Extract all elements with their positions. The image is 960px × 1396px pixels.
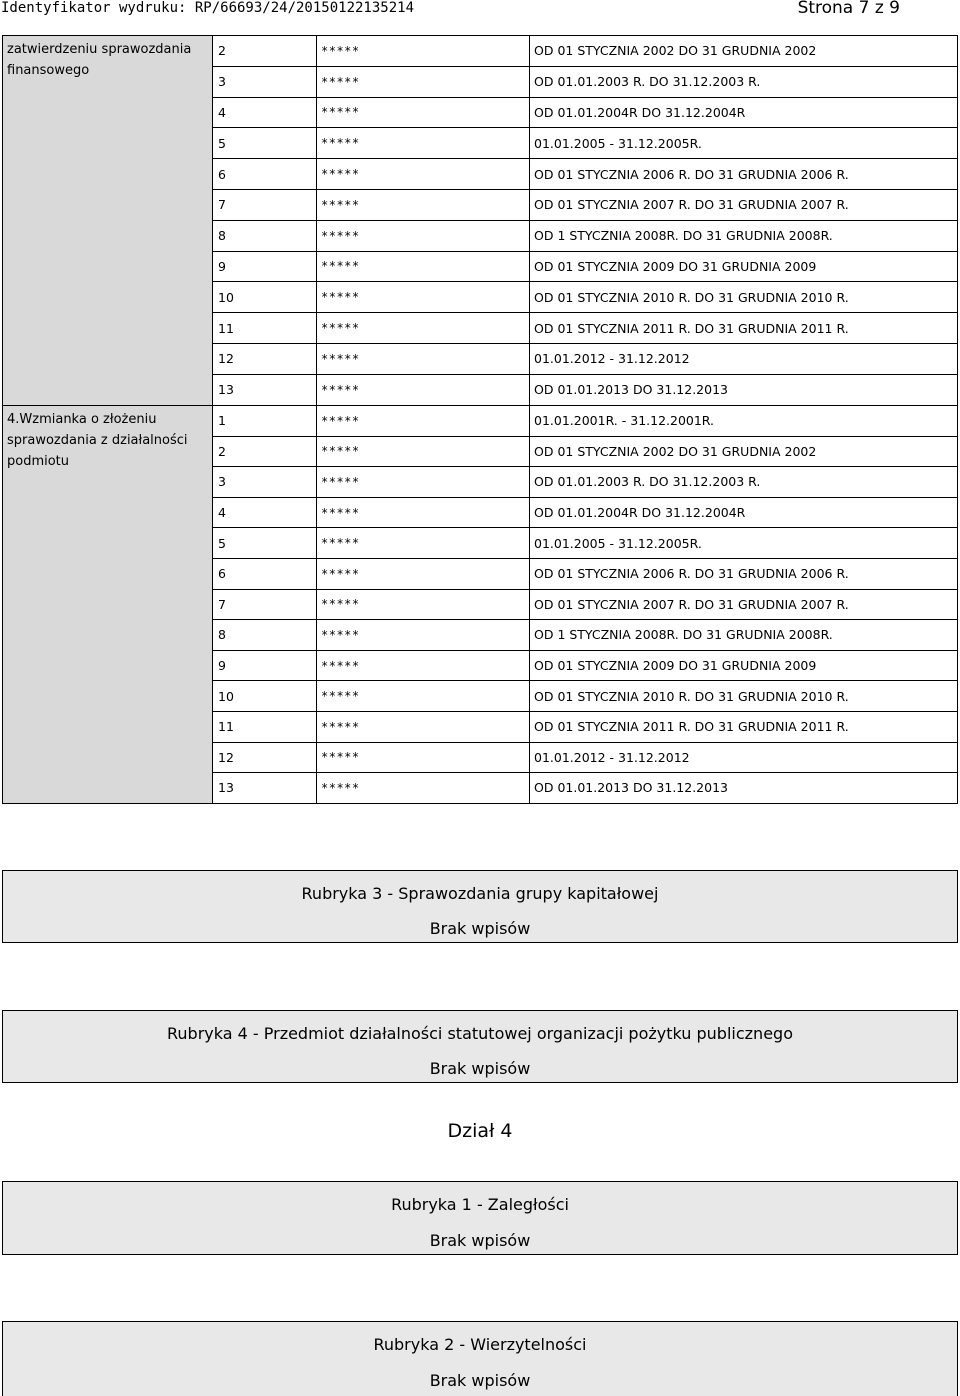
row-period: OD 01 STYCZNIA 2006 R. DO 31 GRUDNIA 2006 R. xyxy=(530,159,958,190)
row-masked-value: ***** xyxy=(317,558,530,589)
row-number: 12 xyxy=(213,742,317,773)
financial-statement-approvals-table xyxy=(2,35,958,406)
row-masked-value: ***** xyxy=(317,343,530,374)
table-row xyxy=(3,406,958,437)
row-number: 13 xyxy=(213,773,317,804)
row-period: 01.01.2001R. - 31.12.2001R. xyxy=(530,406,958,437)
row-period: OD 01.01.2013 DO 31.12.2013 xyxy=(530,374,958,405)
row-masked-value: ***** xyxy=(317,313,530,344)
row-masked-value: ***** xyxy=(317,711,530,742)
row-period: OD 01 STYCZNIA 2009 DO 31 GRUDNIA 2009 xyxy=(530,251,958,282)
row-masked-value: ***** xyxy=(317,620,530,651)
row-period: OD 01.01.2004R DO 31.12.2004R xyxy=(530,497,958,528)
row-masked-value: ***** xyxy=(317,406,530,437)
rubryka-1-title: Rubryka 1 - Zaległości xyxy=(391,1195,569,1214)
row-masked-value: ***** xyxy=(317,436,530,467)
row-period: 01.01.2012 - 31.12.2012 xyxy=(530,742,958,773)
row-period: 01.01.2005 - 31.12.2005R. xyxy=(530,528,958,559)
rubryka-2-empty: Brak wpisów xyxy=(429,1371,531,1390)
row-period: OD 1 STYCZNIA 2008R. DO 31 GRUDNIA 2008R. xyxy=(530,220,958,251)
row-number: 10 xyxy=(213,282,317,313)
row-period: OD 01.01.2003 R. DO 31.12.2003 R. xyxy=(530,66,958,97)
row-masked-value: ***** xyxy=(317,528,530,559)
row-number: 8 xyxy=(213,220,317,251)
row-number: 11 xyxy=(213,711,317,742)
section-label-activity-report: 4.Wzmianka o złożeniu sprawozdania z działalności podmiotu xyxy=(3,406,213,804)
row-number: 5 xyxy=(213,128,317,159)
print-header xyxy=(0,0,960,20)
row-masked-value: ***** xyxy=(317,189,530,220)
row-period: OD 01 STYCZNIA 2010 R. DO 31 GRUDNIA 2010 R. xyxy=(530,681,958,712)
row-masked-value: ***** xyxy=(317,36,530,67)
row-period: OD 01 STYCZNIA 2006 R. DO 31 GRUDNIA 2006 R. xyxy=(530,558,958,589)
row-masked-value: ***** xyxy=(317,773,530,804)
section-label-financial: zatwierdzeniu sprawozdania finansowego xyxy=(3,36,213,406)
rubryka-1-box xyxy=(2,1181,958,1255)
rubryka-4-empty: Brak wpisów xyxy=(429,1059,531,1078)
row-period: OD 01 STYCZNIA 2010 R. DO 31 GRUDNIA 2010 R. xyxy=(530,282,958,313)
row-masked-value: ***** xyxy=(317,497,530,528)
row-number: 3 xyxy=(213,66,317,97)
row-masked-value: ***** xyxy=(317,374,530,405)
row-number: 9 xyxy=(213,650,317,681)
row-period: OD 01 STYCZNIA 2011 R. DO 31 GRUDNIA 2011 R. xyxy=(530,711,958,742)
row-period: OD 01 STYCZNIA 2007 R. DO 31 GRUDNIA 2007 R. xyxy=(530,189,958,220)
row-number: 3 xyxy=(213,467,317,498)
row-number: 8 xyxy=(213,620,317,651)
dzial-4-heading: Dział 4 xyxy=(447,1120,513,1142)
rubryka-2-title: Rubryka 2 - Wierzytelności xyxy=(373,1335,587,1354)
row-number: 1 xyxy=(213,406,317,437)
rubryka-3-empty: Brak wpisów xyxy=(429,919,531,938)
row-period: 01.01.2005 - 31.12.2005R. xyxy=(530,128,958,159)
row-number: 2 xyxy=(213,436,317,467)
row-period: OD 01 STYCZNIA 2007 R. DO 31 GRUDNIA 2007 R. xyxy=(530,589,958,620)
row-masked-value: ***** xyxy=(317,650,530,681)
row-number: 6 xyxy=(213,558,317,589)
row-masked-value: ***** xyxy=(317,742,530,773)
row-number: 4 xyxy=(213,497,317,528)
row-number: 12 xyxy=(213,343,317,374)
row-number: 7 xyxy=(213,589,317,620)
row-masked-value: ***** xyxy=(317,159,530,190)
row-number: 13 xyxy=(213,374,317,405)
row-number: 9 xyxy=(213,251,317,282)
activity-report-mentions-table xyxy=(2,405,958,804)
row-period: OD 01 STYCZNIA 2002 DO 31 GRUDNIA 2002 xyxy=(530,36,958,67)
print-identifier: Identyfikator wydruku: RP/66693/24/20150122135214 xyxy=(1,0,415,16)
rubryka-3-box xyxy=(2,870,958,943)
row-masked-value: ***** xyxy=(317,282,530,313)
rubryka-4-box xyxy=(2,1010,958,1083)
row-number: 6 xyxy=(213,159,317,190)
table-row xyxy=(3,36,958,67)
row-number: 2 xyxy=(213,36,317,67)
page-number: Strona 7 z 9 xyxy=(797,0,900,18)
rubryka-2-box xyxy=(2,1321,958,1396)
row-period: OD 01 STYCZNIA 2009 DO 31 GRUDNIA 2009 xyxy=(530,650,958,681)
row-number: 5 xyxy=(213,528,317,559)
rubryka-4-title: Rubryka 4 - Przedmiot działalności statutowej organizacji pożytku publicznego xyxy=(167,1024,793,1043)
row-number: 7 xyxy=(213,189,317,220)
row-period: OD 01.01.2013 DO 31.12.2013 xyxy=(530,773,958,804)
rubryka-3-title: Rubryka 3 - Sprawozdania grupy kapitałowej xyxy=(301,884,659,903)
row-period: OD 01.01.2004R DO 31.12.2004R xyxy=(530,97,958,128)
rubryka-1-empty: Brak wpisów xyxy=(429,1231,531,1250)
row-number: 11 xyxy=(213,313,317,344)
row-number: 10 xyxy=(213,681,317,712)
row-period: 01.01.2012 - 31.12.2012 xyxy=(530,343,958,374)
row-masked-value: ***** xyxy=(317,467,530,498)
row-masked-value: ***** xyxy=(317,66,530,97)
row-period: OD 01 STYCZNIA 2002 DO 31 GRUDNIA 2002 xyxy=(530,436,958,467)
row-masked-value: ***** xyxy=(317,251,530,282)
row-period: OD 01.01.2003 R. DO 31.12.2003 R. xyxy=(530,467,958,498)
row-masked-value: ***** xyxy=(317,681,530,712)
row-period: OD 01 STYCZNIA 2011 R. DO 31 GRUDNIA 2011 R. xyxy=(530,313,958,344)
row-masked-value: ***** xyxy=(317,220,530,251)
row-masked-value: ***** xyxy=(317,97,530,128)
row-number: 4 xyxy=(213,97,317,128)
row-masked-value: ***** xyxy=(317,589,530,620)
row-masked-value: ***** xyxy=(317,128,530,159)
row-period: OD 1 STYCZNIA 2008R. DO 31 GRUDNIA 2008R. xyxy=(530,620,958,651)
